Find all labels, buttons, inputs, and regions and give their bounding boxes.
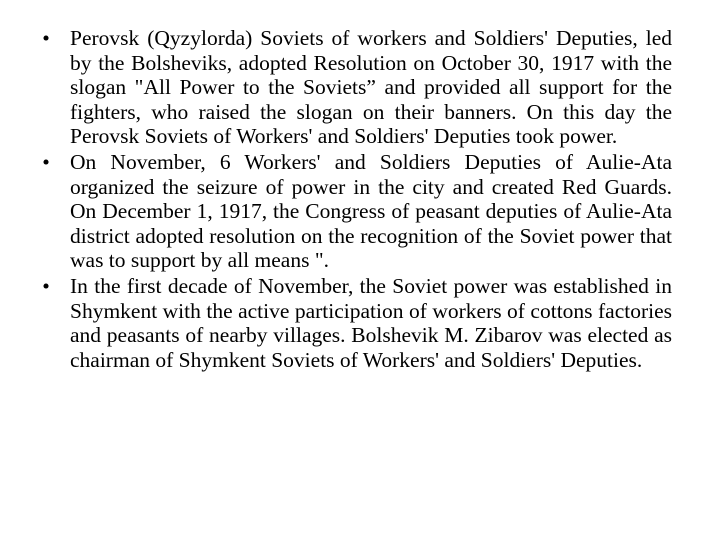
bullet-item-shymkent: [36, 274, 672, 372]
bullet-icon: •: [42, 149, 50, 174]
bullet-item-aulie-ata: [36, 150, 672, 273]
bullet-icon: •: [42, 26, 50, 50]
bullet-text: On November, 6 Workers' and Soldiers Deputies of Aulie-Ata organized the seizure of power in the city and created Red Guards. On December 1, 1917, the Congress of peasant deputies of Aulie-Ata district adopted resolution on the recognition of the Soviet power that was to support by all means ".: [70, 149, 672, 273]
bullet-text: In the first decade of November, the Soviet power was established in Shymkent with the active participation of workers of cottons factories and peasants of nearby villages. Bolshevik M. Zibarov was elected as chairman of Shymkent Soviets of Workers' and Soldiers' Deputies.: [70, 273, 672, 372]
bullet-icon: •: [42, 273, 50, 298]
bullet-item-perovsk: [36, 26, 672, 149]
bullet-list: [36, 26, 672, 373]
bullet-text: Perovsk (Qyzylorda) Soviets of workers and Soldiers' Deputies, led by the Bolsheviks, adopted Resolution on October 30, 1917 with the slogan "All Power to the Soviets” and provided all support for the fighters, who raised the slogan on their banners. On this day the Perovsk Soviets of Workers' and Soldiers' Deputies took power.: [70, 26, 672, 149]
